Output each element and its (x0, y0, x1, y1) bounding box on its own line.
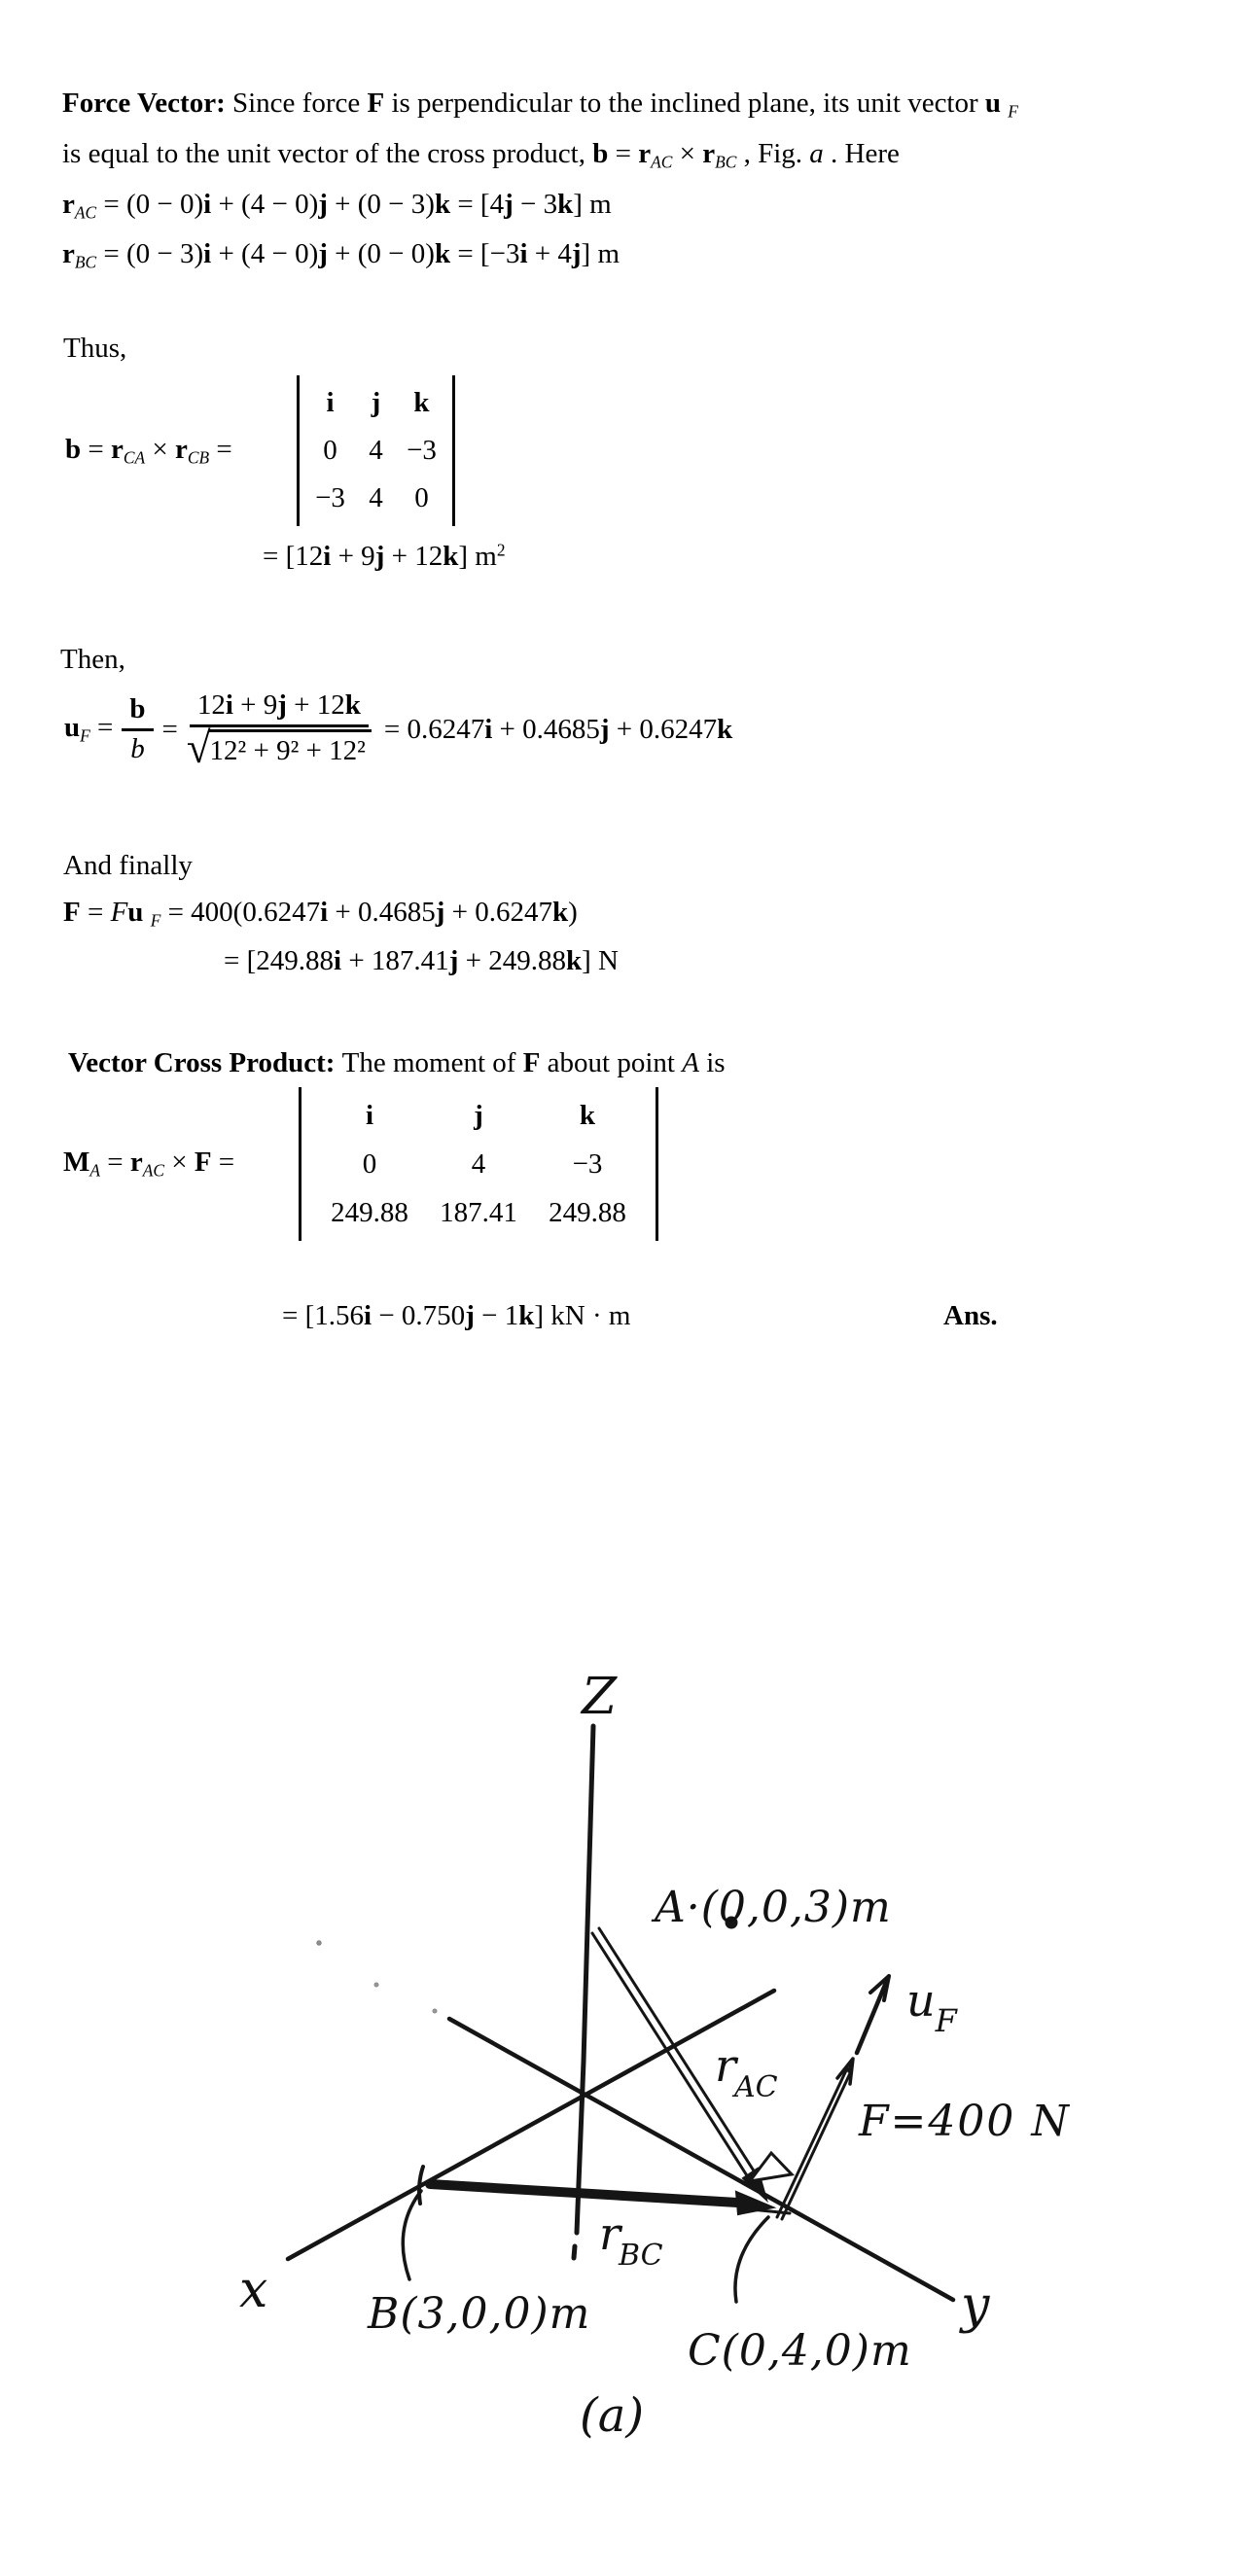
determinant-row (315, 1140, 642, 1188)
equation-r-bc: rBC = (0 − 3)i + (4 − 0)j + (0 − 0)k = [−3i + 4j] m (62, 238, 620, 272)
stray-dot-1 (317, 1941, 321, 1945)
determinant-row (315, 1188, 642, 1237)
stray-dot-2 (374, 1983, 378, 1987)
stray-dot-3 (433, 2009, 437, 2013)
y-axis-label: y (961, 2276, 990, 2335)
determinant-cell: 0 (362, 1148, 377, 1180)
equation-unit-vector (64, 677, 732, 782)
determinant-cell: k (413, 387, 430, 418)
answer-label: Ans. (943, 1300, 998, 1331)
then-label: Then, (60, 644, 125, 675)
determinant-cell: i (365, 1100, 374, 1131)
determinant-row (315, 1091, 642, 1140)
x-axis-line (288, 1991, 774, 2259)
rbc-label (599, 2207, 663, 2273)
determinant-matrix-moment (299, 1087, 658, 1241)
equation-moment-result: = [1.56i − 0.750j − 1k] kN · m (282, 1300, 631, 1331)
determinant-row (307, 379, 444, 427)
force-arrow-line-2 (782, 2071, 851, 2219)
equation-u-result: = 0.6247i + 0.4685j + 0.6247k (383, 713, 733, 745)
determinant-cell: 0 (323, 435, 337, 466)
finally-label: And finally (63, 850, 193, 881)
determinant-cell: 249.88 (549, 1197, 626, 1228)
equation-b-lhs: b = rCA × rCB = (65, 433, 232, 468)
fraction-vector-over-sqrt (187, 689, 372, 770)
determinant-row (307, 427, 444, 475)
vector-rbc-shaft (430, 2184, 737, 2203)
determinant-cell: 4 (471, 1148, 486, 1180)
intro-line-2: is equal to the unit vector of the cross product, b = rAC × rBC , Fig. a . Here (62, 138, 900, 172)
rac-label-subscript: AC (734, 2070, 778, 2104)
figure-caption: (a) (580, 2388, 645, 2443)
force-magnitude-label: F=400 N (859, 2097, 1071, 2146)
determinant-cell: −3 (572, 1148, 603, 1180)
equation-moment (63, 1087, 658, 1241)
y-axis-line (449, 2019, 953, 2300)
determinant-cell: j (371, 387, 381, 418)
determinant-cell: 4 (369, 482, 383, 513)
x-axis-label: x (239, 2261, 268, 2319)
z-axis-line (577, 1726, 593, 2233)
determinant-cell: 0 (414, 482, 429, 513)
determinant-cell: 249.88 (331, 1197, 408, 1228)
rbc-label-base: r (599, 2207, 620, 2260)
point-c-label: C(0,4,0)m (688, 2326, 912, 2376)
fraction-b-over-b (122, 693, 153, 765)
equation-b-result: = [12i + 9j + 12k] $m^2$ (263, 540, 506, 572)
vector-cross-product-heading: Vector Cross Product: The moment of F about point A is (68, 1047, 726, 1078)
determinant-cell: −3 (315, 482, 345, 513)
determinant-cell: k (579, 1100, 596, 1131)
rac-label-base: r (715, 2039, 736, 2092)
fraction-denominator-sqrt (186, 723, 372, 772)
rac-label (715, 2039, 778, 2104)
equation-u-lhs: uF = (64, 712, 114, 746)
determinant-cell: −3 (407, 435, 437, 466)
radical-sign: √ (186, 723, 211, 772)
rbc-label-subscript: BC (619, 2239, 663, 2273)
thus-label: Thus, (63, 333, 127, 364)
point-a-label: A·(0,0,3)m (655, 1883, 892, 1932)
intro-line-1: Force Vector: Since force F is perpendicular to the inclined plane, its unit vector u F (62, 88, 1018, 122)
equals-sign: = (161, 713, 178, 745)
hand-drawn-figure (146, 1634, 1118, 2480)
z-axis-label: Z (582, 1668, 618, 1726)
fraction-denominator: b (130, 733, 145, 764)
radicand: 12² + 9² + 12² (208, 729, 372, 767)
c-label-leader (735, 2217, 768, 2302)
determinant-cell: j (474, 1100, 483, 1131)
determinant-row (307, 475, 444, 522)
equation-b-cross-product (65, 375, 455, 526)
point-b-label: B(3,0,0)m (368, 2289, 591, 2339)
determinant-cell: 187.41 (440, 1197, 517, 1228)
uf-label-subscript: F (935, 2002, 957, 2039)
force-arrow-line-1 (777, 2068, 847, 2217)
hollow-arrowhead (750, 2153, 792, 2181)
equation-moment-lhs: MA = rAC × F = (63, 1147, 235, 1181)
z-axis-dash (574, 2246, 575, 2258)
fraction-numerator: b (122, 693, 153, 731)
determinant-cell: i (326, 387, 335, 418)
uf-label-base: u (906, 1974, 936, 2027)
determinant-cell: 4 (369, 435, 383, 466)
fraction-numerator-vector: 12i + 9j + 12k (190, 689, 369, 727)
uf-label (906, 1974, 959, 2039)
determinant-matrix-b (297, 375, 455, 526)
equation-force-2: = [249.88i + 187.41j + 249.88k] N (224, 945, 619, 976)
equation-r-ac: rAC = (0 − 0)i + (4 − 0)j + (0 − 3)k = [4j − 3k] m (62, 189, 612, 223)
equation-force-1: F = Fu F = 400(0.6247i + 0.4685j + 0.6247k) (63, 897, 578, 931)
